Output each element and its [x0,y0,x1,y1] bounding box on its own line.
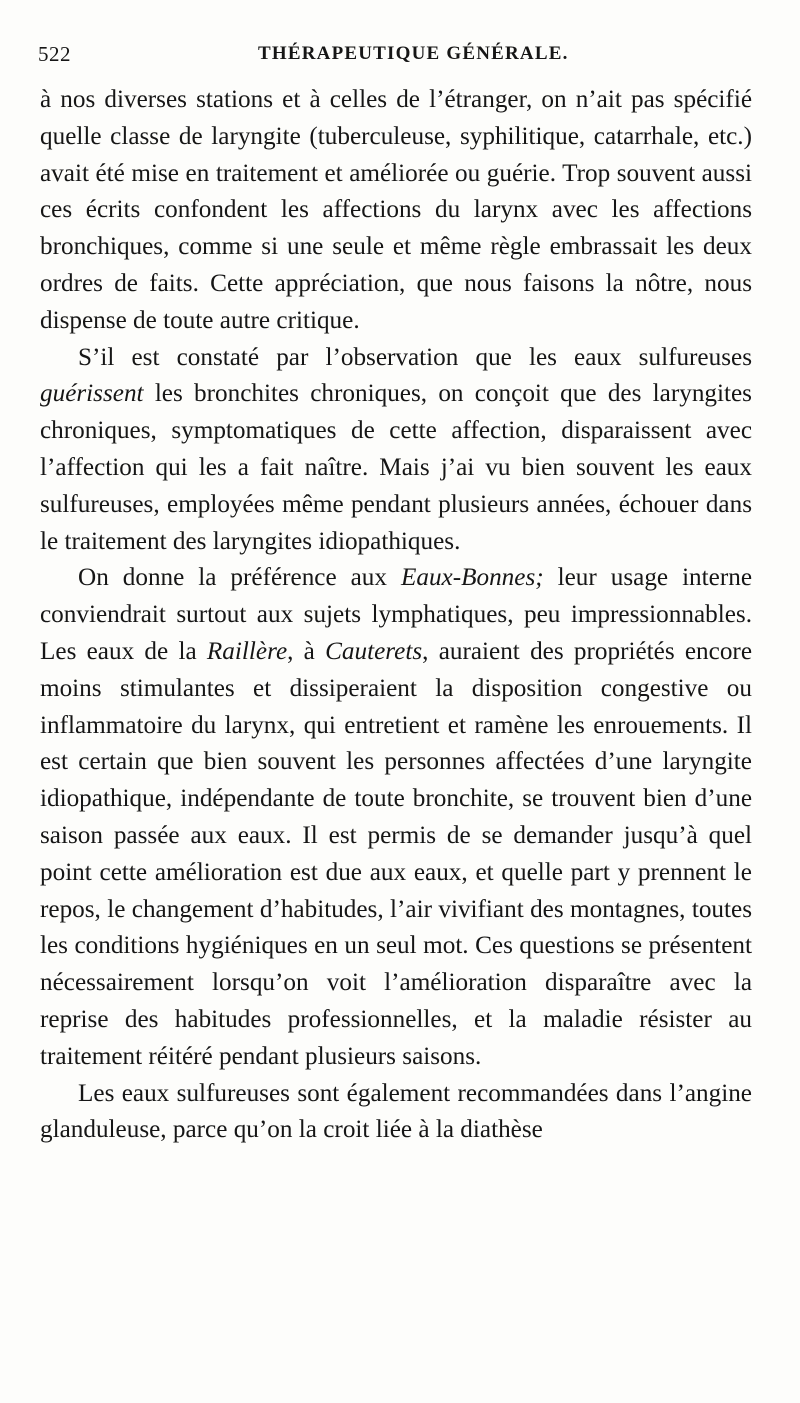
italic-text: Raillère [206,637,288,665]
italic-text: guérissent [40,380,144,408]
italic-text: Cauterets [325,637,423,665]
text-segment: On donne la préférence aux [78,564,401,592]
text-segment: Les eaux sulfureuses sont également recommandées dans l’angine glanduleuse, parce qu’on la croit liée à la diathèse [40,1079,752,1144]
italic-text: Eaux-Bonnes; [400,564,544,592]
text-segment: les bronchites chroniques, on conçoit que des laryngites chroniques, symptomatiques de cette affection, disparaissent avec l’affection qui les a fait naître. Mais j’ai vu bien souvent les eaux sulfureuses, employées même pendant plusieurs années, échouer dans le traitement des laryngites idiopathiques. [40,380,752,555]
running-title: THÉRAPEUTIQUE GÉNÉRALE. [258,43,569,64]
body-text [40,82,752,1149]
page-header [38,40,750,74]
paragraph [40,340,752,561]
text-segment: leur usage interne conviendrait surtout aux sujets lymphatiques, peu impressionnables. Les eaux de la [40,564,752,665]
page-number: 522 [38,42,71,66]
text-segment: à nos diverses stations et à celles de l’étranger, on n’ait pas spécifié quelle classe de laryngite (tuberculeuse, syphilitique, catarrhale, etc.) avait été mise en traitement et améliorée ou guérie. Trop souvent aussi ces écrits confondent les affections du larynx avec les affections bronchiques, comme si une seule et même règle embrassait les deux ordres de faits. Cette appréciation, que nous faisons la nôtre, nous dispense de toute autre critique. [40,86,752,334]
text-segment: S’il est constaté par l’observation que les eaux sulfureuses [78,343,752,371]
paragraph [40,1076,752,1150]
paragraph [40,82,752,340]
text-segment: , à [287,637,326,665]
paragraph [40,560,752,1075]
text-segment: , auraient des propriétés encore moins stimulantes et dissiperaient la disposition congestive ou inflammatoire du larynx, qui entretient et ramène les enrouements. Il est certain que bien souvent les personnes affectées d’une laryngite idiopathique, indépendante de toute bronchite, se trouvent bien d’une saison passée aux eaux. Il est permis de se demander jusqu’à quel point cette amélioration est due aux eaux, et quelle part y prennent le repos, le changement d’habitudes, l’air vivifiant des montagnes, toutes les conditions hygiéniques en un seul mot. Ces questions se présentent nécessairement lorsqu’on voit l’amélioration disparaître avec la reprise des habitudes professionnelles, et la maladie résister au traitement réitéré pendant plusieurs saisons. [40,637,752,1070]
